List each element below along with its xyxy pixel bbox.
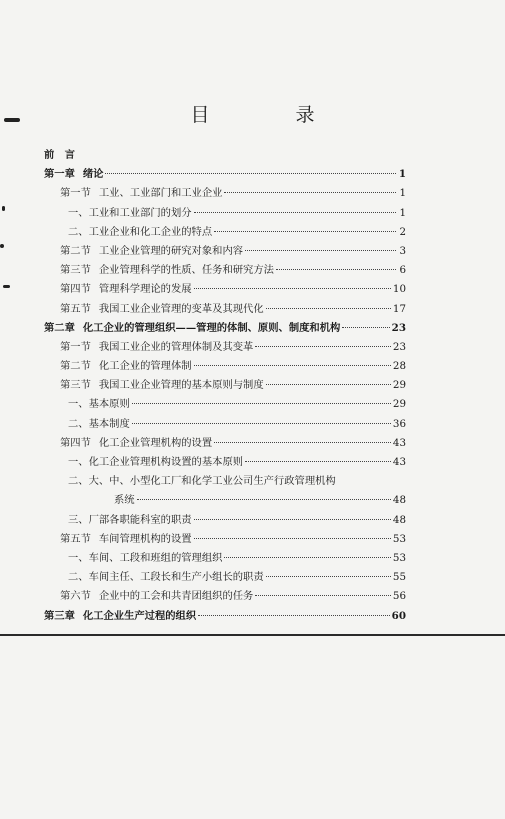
- toc-entry: [44, 204, 406, 223]
- toc-leader-dots: [214, 435, 391, 443]
- toc-entry-page-number: 48: [392, 513, 406, 526]
- toc-leader-dots: [245, 243, 396, 251]
- toc-entry-page-number: 23: [391, 321, 406, 334]
- toc-entry-label: 化工企业管理机构的设置: [98, 436, 213, 449]
- toc-entry: [44, 415, 406, 434]
- scan-mark: [0, 244, 4, 248]
- page-title: 目 录: [190, 104, 355, 126]
- toc-entry-label: 二、工业企业和化工企业的特点: [68, 225, 213, 238]
- toc-entry-page-number: 17: [392, 302, 406, 315]
- page-bottom-rule: [0, 634, 505, 636]
- toc-leader-dots: [132, 396, 391, 404]
- toc-entry-label: 我国工业企业的管理体制及其变革: [98, 340, 254, 353]
- toc-entry-page-number: 28: [392, 360, 406, 373]
- toc-entry-page-number: 10: [392, 283, 406, 296]
- toc-entry-label: 工业企业管理的研究对象和内容: [98, 244, 244, 257]
- toc-leader-dots: [198, 608, 390, 616]
- toc-entry: [44, 568, 406, 587]
- toc-entry-page-number: 2: [399, 225, 406, 238]
- toc-entry: [44, 184, 406, 203]
- toc-entry: [44, 300, 406, 319]
- toc-entry-number: 第一节: [60, 340, 91, 353]
- toc-entry: [44, 376, 406, 395]
- toc-entry-number: 第三章: [44, 609, 75, 622]
- toc-entry-page-number: 53: [392, 532, 406, 545]
- toc-entry-label: 系统: [114, 494, 135, 507]
- toc-entry-page-number: 60: [391, 609, 406, 622]
- toc-entry-page-number: 1: [399, 187, 406, 200]
- scan-mark: [3, 285, 10, 288]
- toc-entry-label: 二、车间主任、工段长和生产小组长的职责: [68, 571, 264, 584]
- toc-entry-page-number: 43: [392, 456, 406, 468]
- toc-leader-dots: [194, 358, 391, 366]
- toc-leader-dots: [266, 377, 391, 385]
- toc-leader-dots: [224, 185, 396, 193]
- toc-entry-page-number: 29: [392, 379, 406, 392]
- toc-entry-number: 第六节: [60, 590, 91, 603]
- toc-entry-number: 第二节: [60, 244, 91, 257]
- toc-entry-label: 工业、工业部门和工业企业: [98, 187, 223, 200]
- toc-leader-dots: [137, 492, 391, 500]
- toc-entry-page-number: 1: [399, 206, 406, 219]
- toc-leader-dots: [276, 262, 396, 270]
- toc-entry: [44, 319, 406, 338]
- toc-leader-dots: [255, 588, 391, 596]
- toc-entry-number: 第四节: [60, 436, 91, 449]
- toc-entry: [44, 165, 406, 184]
- toc-entry: [44, 607, 406, 626]
- toc-leader-dots: [214, 224, 396, 232]
- toc-entry: [44, 146, 406, 165]
- toc-entry-label: 车间管理机构的设置: [98, 532, 192, 545]
- toc-entry-label: 化工企业的管理体制: [98, 360, 192, 373]
- toc-leader-dots: [194, 531, 391, 539]
- toc-entry-label: 一、化工企业管理机构设置的基本原则: [68, 456, 244, 468]
- toc-entry-label: 企业管理科学的性质、任务和研究方法: [98, 264, 274, 277]
- toc-entry-label: 一、基本原则: [68, 398, 130, 411]
- toc-entry-label: 一、车间、工段和班组的管理组织: [68, 551, 223, 564]
- toc-entry-number: 第三节: [60, 264, 91, 277]
- toc-leader-dots: [266, 301, 391, 309]
- toc-entry: [44, 242, 406, 261]
- toc-entry-number: 第三节: [60, 379, 91, 392]
- table-of-contents: [44, 146, 406, 626]
- scan-mark: [2, 206, 5, 211]
- toc-leader-dots: [194, 281, 391, 289]
- toc-entry-page-number: 43: [392, 436, 406, 449]
- toc-entry-label: 二、基本制度: [68, 417, 130, 430]
- toc-entry-page-number: 1: [398, 168, 406, 181]
- toc-leader-dots: [105, 166, 396, 174]
- toc-leader-dots: [255, 339, 391, 347]
- toc-entry: [44, 434, 406, 453]
- toc-entry-page-number: 36: [392, 417, 406, 430]
- toc-entry-label: 二、大、中、小型化工厂和化学工业公司生产行政管理机构: [68, 475, 336, 488]
- toc-entry-label: 三、厂部各职能科室的职责: [68, 513, 192, 526]
- toc-entry-number: 第五节: [60, 302, 91, 315]
- toc-entry-label: 化工企业的管理组织——管理的体制、原则、制度和机构: [82, 321, 341, 334]
- toc-entry: [44, 549, 406, 568]
- toc-entry: [44, 530, 406, 549]
- toc-entry-page-number: 48: [392, 494, 406, 507]
- toc-entry-label: 企业中的工会和共青团组织的任务: [98, 590, 254, 603]
- toc-entry-page-number: 6: [399, 264, 406, 277]
- toc-entry: [44, 453, 406, 472]
- toc-entry-page-number: 29: [392, 398, 406, 411]
- toc-entry: [44, 587, 406, 606]
- toc-entry-number: 第二章: [44, 321, 75, 334]
- toc-entry-page-number: 53: [392, 551, 406, 564]
- toc-entry-label: 我国工业企业管理的变革及其现代化: [98, 302, 264, 315]
- toc-entry: [44, 511, 406, 530]
- toc-entry: [44, 261, 406, 280]
- toc-entry-label: 绪论: [82, 168, 104, 181]
- toc-entry: [44, 338, 406, 357]
- toc-entry: [44, 395, 406, 414]
- toc-leader-dots: [224, 550, 390, 558]
- toc-entry: [44, 491, 406, 510]
- toc-entry-number: 第二节: [60, 360, 91, 373]
- toc-entry: [44, 472, 406, 491]
- toc-leader-dots: [245, 454, 391, 462]
- toc-entry: [44, 357, 406, 376]
- toc-entry-number: 第一节: [60, 187, 91, 200]
- toc-leader-dots: [132, 416, 391, 424]
- toc-leader-dots: [194, 512, 391, 520]
- toc-leader-dots: [342, 320, 389, 328]
- toc-entry-page-number: 55: [392, 571, 406, 584]
- toc-entry: [44, 223, 406, 242]
- toc-entry-number: 第一章: [44, 168, 75, 181]
- toc-leader-dots: [194, 205, 396, 213]
- toc-entry-page-number: 3: [399, 244, 406, 257]
- toc-entry-label: 我国工业企业管理的基本原则与制度: [98, 379, 264, 392]
- toc-entry-label: 一、工业和工业部门的划分: [68, 206, 192, 219]
- toc-entry-number: 第四节: [60, 283, 91, 296]
- toc-entry-label: 前 言: [44, 149, 75, 161]
- toc-entry: [44, 280, 406, 299]
- toc-entry-page-number: 23: [392, 340, 406, 353]
- toc-entry-label: 化工企业生产过程的组织: [82, 609, 197, 622]
- toc-entry-number: 第五节: [60, 532, 91, 545]
- toc-entry-page-number: 56: [392, 590, 406, 603]
- toc-leader-dots: [266, 569, 391, 577]
- toc-entry-label: 管理科学理论的发展: [98, 283, 192, 296]
